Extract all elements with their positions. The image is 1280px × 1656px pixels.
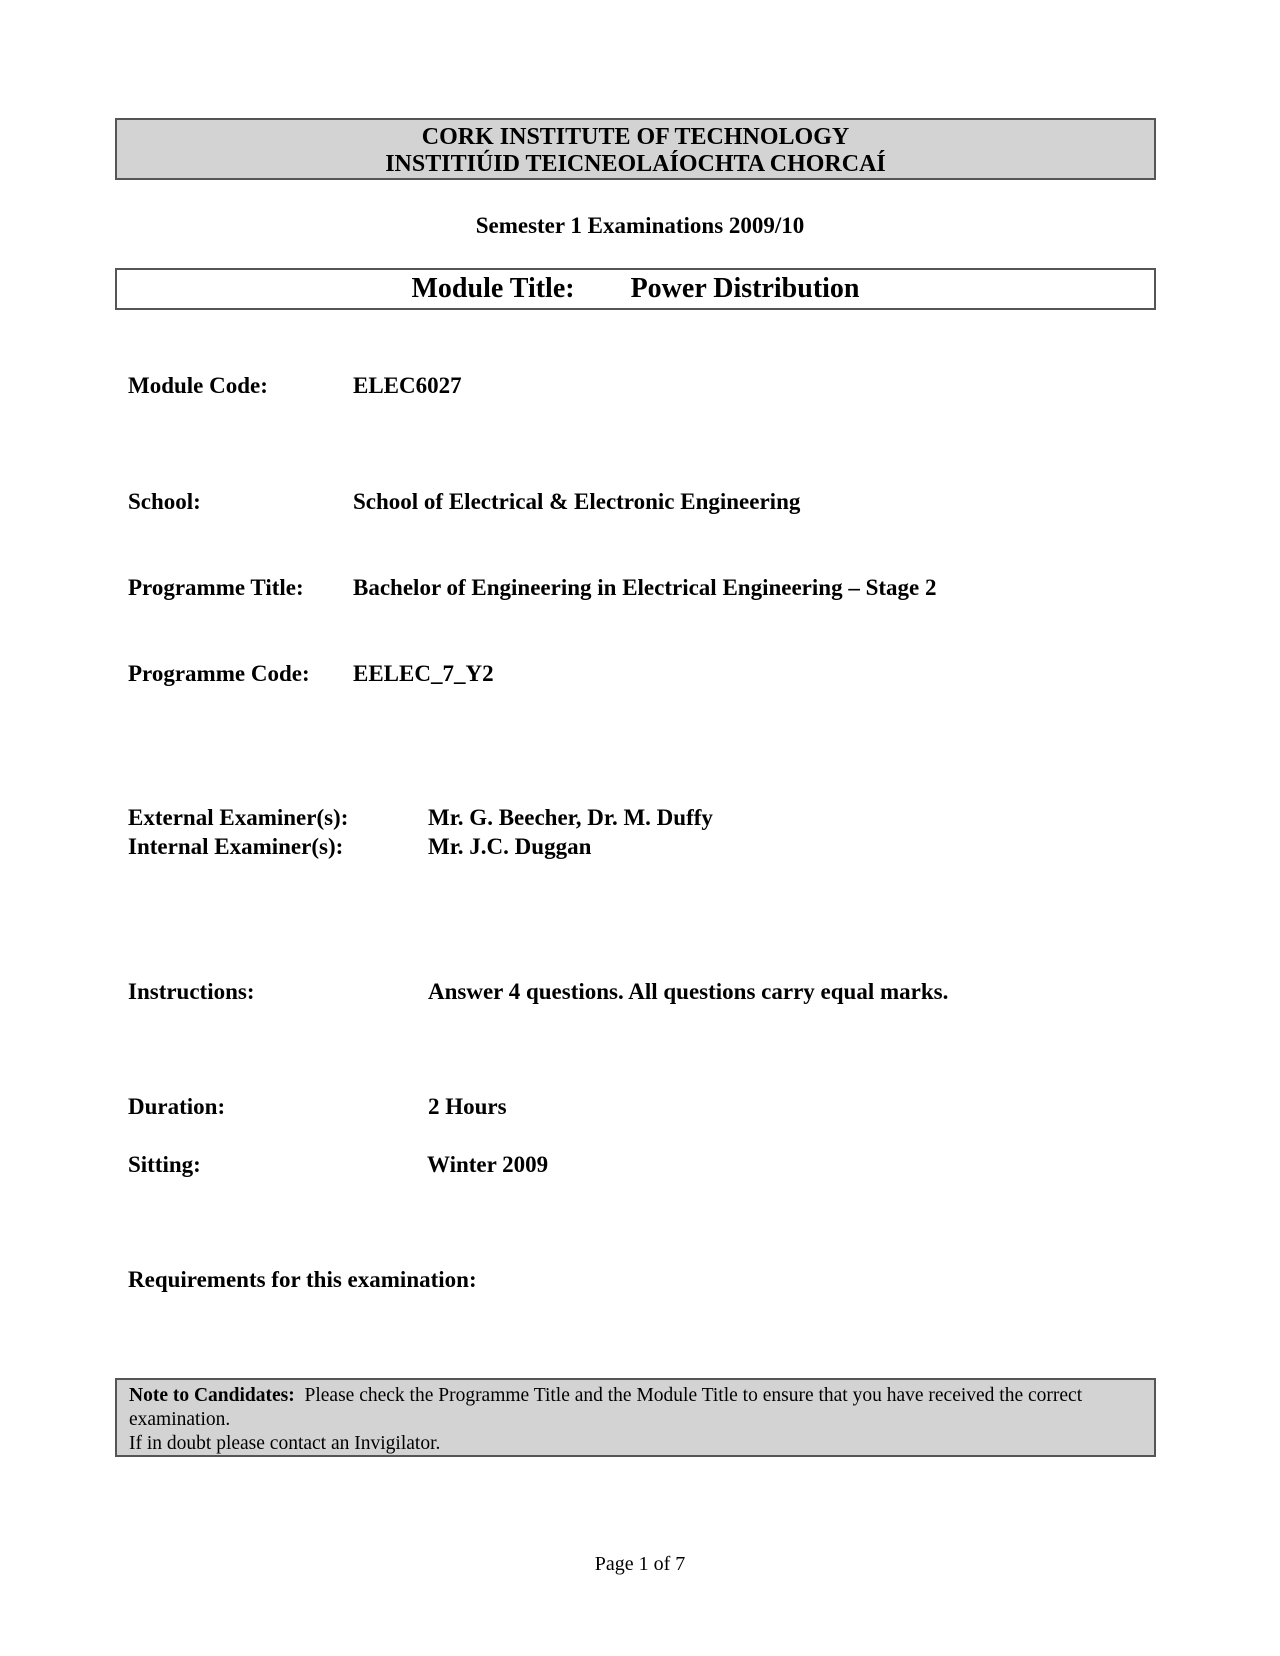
note-paragraph	[129, 1384, 1142, 1432]
institute-header	[115, 118, 1156, 180]
internal-examiners-value: Mr. J.C. Duggan	[428, 834, 592, 859]
instructions-label: Instructions:	[128, 979, 255, 1004]
module-title-value: Power Distribution	[630, 273, 860, 304]
note-to-candidates	[115, 1378, 1156, 1457]
external-examiners-label: External Examiner(s):	[128, 805, 349, 830]
school-value: School of Electrical & Electronic Engineering	[353, 489, 801, 514]
institute-name-english: CORK INSTITUTE OF TECHNOLOGY	[421, 124, 850, 150]
programme-code-label: Programme Code:	[128, 661, 310, 686]
duration-value: 2 Hours	[428, 1094, 507, 1119]
module-title-box	[115, 268, 1156, 310]
module-title-label: Module Title:	[411, 273, 575, 304]
sitting-value: Winter 2009	[427, 1152, 549, 1177]
requirements-label: Requirements for this examination:	[128, 1267, 477, 1292]
programme-code-value: EELEC_7_Y2	[353, 661, 494, 686]
module-code-label: Module Code:	[128, 373, 268, 398]
school-label: School:	[128, 489, 201, 514]
programme-title-value: Bachelor of Engineering in Electrical Engineering – Stage 2	[353, 575, 937, 600]
programme-title-label: Programme Title:	[128, 575, 304, 600]
module-code-value: ELEC6027	[353, 373, 462, 398]
note-contact-text: If in doubt please contact an Invigilator.	[129, 1433, 441, 1454]
duration-label: Duration:	[128, 1094, 226, 1119]
external-examiners-value: Mr. G. Beecher, Dr. M. Duffy	[428, 805, 713, 830]
instructions-value: Answer 4 questions. All questions carry equal marks.	[428, 979, 949, 1004]
semester-heading: Semester 1 Examinations 2009/10	[475, 213, 805, 238]
sitting-label: Sitting:	[128, 1152, 201, 1177]
page-number: Page 1 of 7	[594, 1553, 686, 1575]
internal-examiners-label: Internal Examiner(s):	[128, 834, 344, 859]
note-text: Please check the Programme Title and the Module Title to ensure that you have received the correct examination.	[129, 1385, 1083, 1430]
note-label: Note to Candidates:	[129, 1385, 295, 1406]
institute-name-irish: INSTITIÚID TEICNEOLAÍOCHTA CHORCAÍ	[385, 151, 886, 177]
